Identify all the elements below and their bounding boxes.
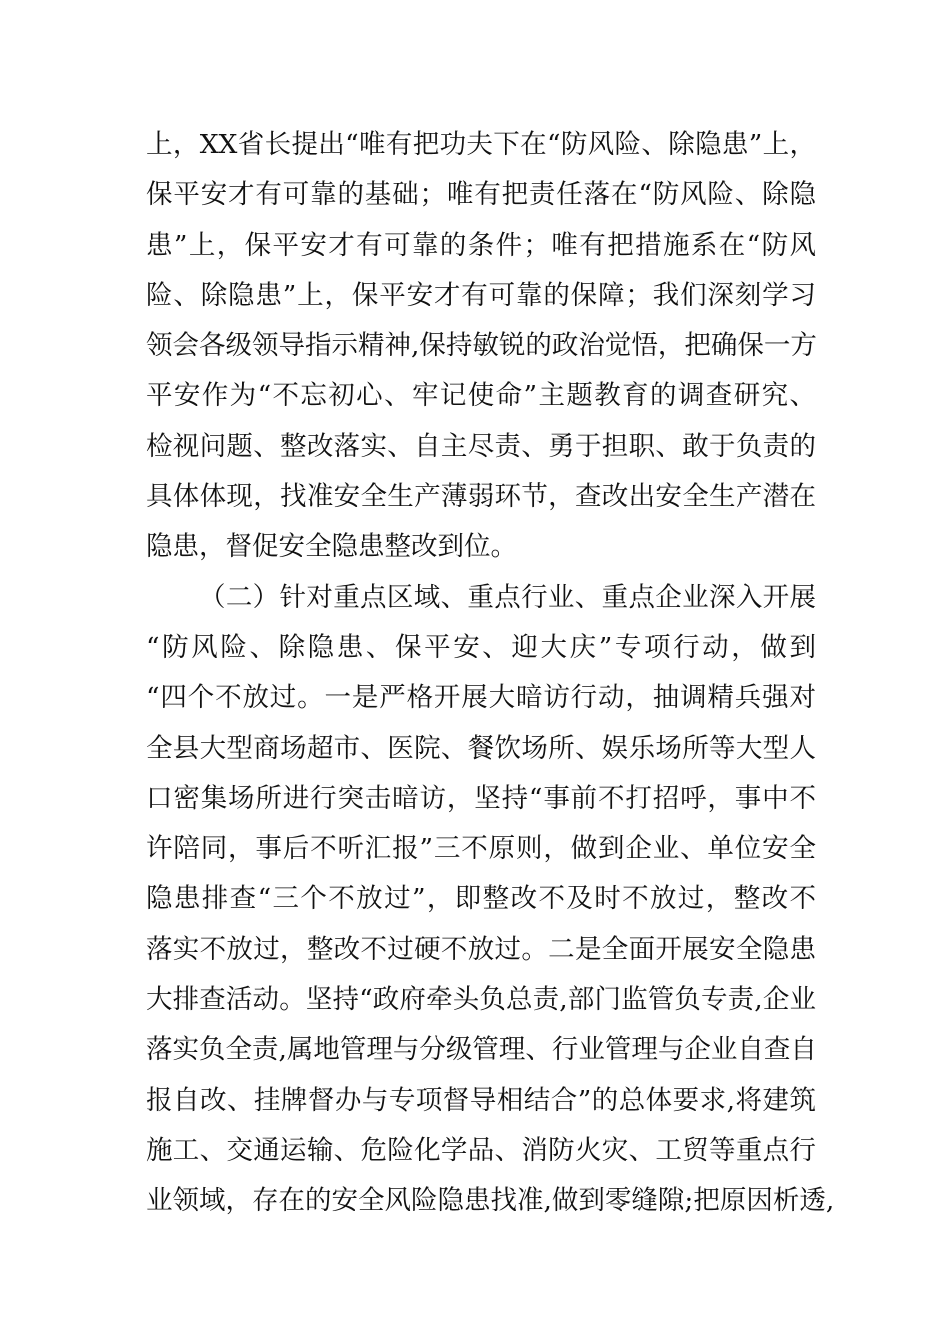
text-line: 大排查活动。坚持“政府牵头负总责,部门监管负专责,企业 <box>146 984 816 1016</box>
text-line: 险、除隐患”上，保平安才有可靠的保障；我们深刻学习 <box>146 279 816 311</box>
text-line: 平安作为“不忘初心、牢记使命”主题教育的调查研究、 <box>146 380 816 412</box>
section-heading-line: （二）针对重点区域、重点行业、重点企业深入开展 <box>199 581 816 613</box>
text-line: 患”上，保平安才有可靠的条件；唯有把措施系在“防风 <box>146 229 816 261</box>
text-line: “防风险、除隐患、保平安、迎大庆”专项行动，做到 <box>146 631 816 663</box>
text-line: 领会各级领导指示精神,保持敏锐的政治觉悟，把确保一方 <box>146 330 817 362</box>
body-text <box>146 120 835 1227</box>
text-line: 口密集场所进行突击暗访，坚持“事前不打招呼，事中不 <box>146 782 816 814</box>
text-line: 施工、交通运输、危险化学品、消防火灾、工贸等重点行 <box>146 1134 816 1166</box>
text-line: 报自改、挂牌督办与专项督导相结合”的总体要求,将建筑 <box>146 1084 816 1116</box>
text-line: “四个不放过。一是严格开展大暗访行动，抽调精兵强对 <box>146 682 816 714</box>
paragraph-end-line: 隐患，督促安全隐患整改到位。 <box>146 531 517 563</box>
text-line: 落实负全责,属地管理与分级管理、行业管理与企业自查自 <box>146 1034 817 1066</box>
text-line: 上，XX省长提出“唯有把功夫下在“防风险、除隐患”上， <box>146 129 816 160</box>
text-line: 许陪同，事后不听汇报”三不原则，做到企业、单位安全 <box>146 833 816 865</box>
text-line: 全县大型商场超市、医院、餐饮场所、娱乐场所等大型人 <box>146 732 816 764</box>
text-line: 检视问题、整改落实、自主尽责、勇于担职、敢于负责的 <box>146 430 816 462</box>
text-line: 隐患排查“三个不放过”，即整改不及时不放过，整改不 <box>146 883 816 915</box>
text-line: 业领域，存在的安全风险隐患找准,做到零缝隙;把原因析透, <box>146 1185 835 1217</box>
text-line: 落实不放过，整改不过硬不放过。二是全面开展安全隐患 <box>146 933 816 965</box>
text-line: 具体体现，找准安全生产薄弱环节，查改出安全生产潜在 <box>146 481 816 513</box>
text-line: 保平安才有可靠的基础；唯有把责任落在“防风险、除隐 <box>146 179 816 211</box>
